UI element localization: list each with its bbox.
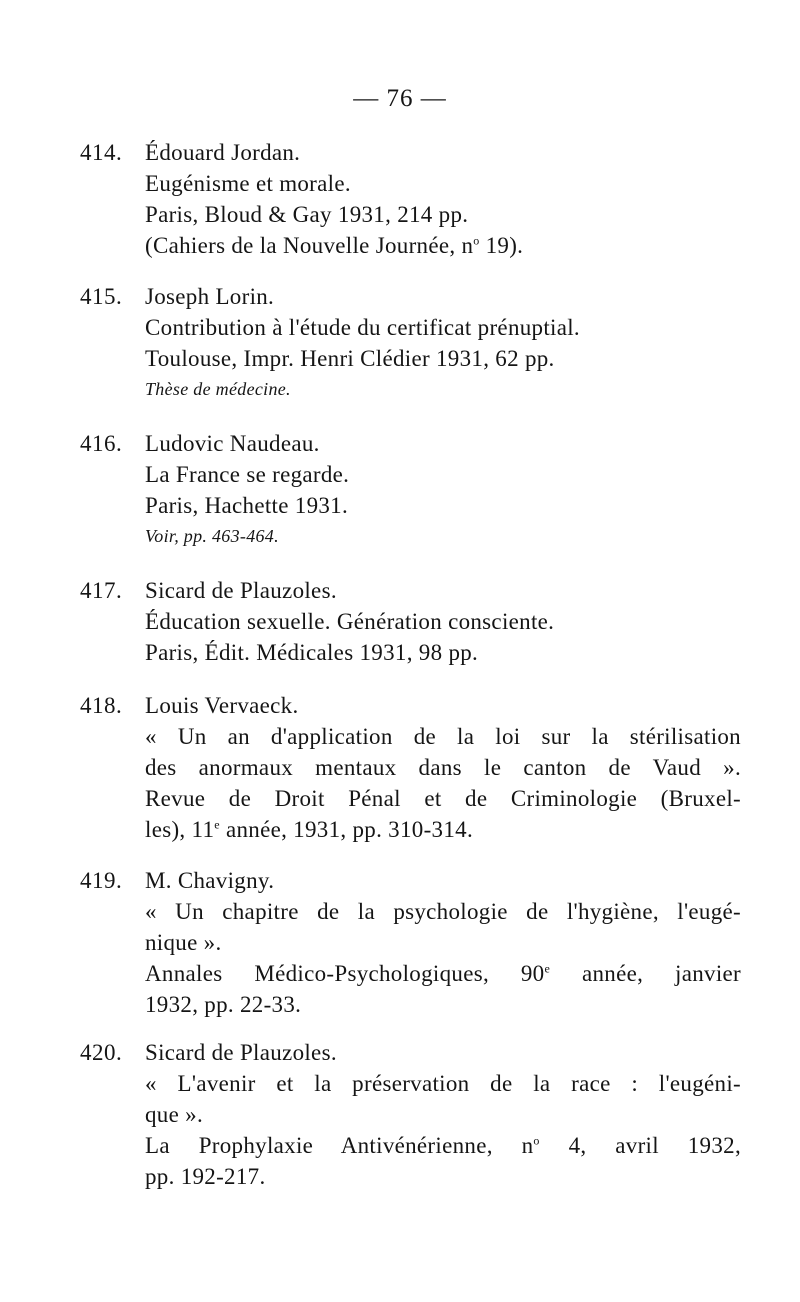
entry-body	[145, 575, 741, 668]
page-number: — 76 —	[353, 85, 447, 112]
entry-number: 414.	[80, 140, 123, 165]
entry-title: Eugénisme et morale.	[145, 171, 351, 196]
entry-number: 415.	[80, 284, 123, 309]
entry-pages: 1932, pp. 22-33.	[145, 992, 302, 1017]
entry-number: 420.	[80, 1040, 123, 1065]
number-superscript: o	[533, 1133, 540, 1148]
edition-superscript: e	[214, 817, 220, 832]
series-superscript: o	[473, 233, 480, 248]
entry-title: « Un chapitre de la psychologie de l'hygiène, l'eugé-	[145, 899, 741, 924]
entry-number: 416.	[80, 431, 123, 456]
entry-title: La France se regarde.	[145, 462, 350, 487]
entry-body	[145, 865, 741, 1020]
entry-body	[145, 1037, 741, 1192]
entry-body	[145, 690, 741, 845]
entry-note: Thèse de médecine.	[145, 379, 291, 399]
entry-author: Sicard de Plauzoles.	[145, 578, 337, 603]
entry-body	[145, 428, 741, 552]
entry-title: Éducation sexuelle. Génération consciente.	[145, 609, 555, 634]
entry-number: 419.	[80, 868, 123, 893]
journal-text-end: 4, avril 1932,	[539, 1133, 741, 1158]
entry-title-continued: nique ».	[145, 930, 222, 955]
entry-title: Contribution à l'étude du certificat prénuptial.	[145, 315, 580, 340]
entry-body	[145, 281, 741, 405]
entry-author: Louis Vervaeck.	[145, 693, 299, 718]
entry-journal	[145, 1130, 741, 1161]
entry-title-continued: des anormaux mentaux dans le canton de Vaud ».	[145, 755, 741, 780]
entry-author: Édouard Jordan.	[145, 140, 301, 165]
entry-author: M. Chavigny.	[145, 868, 275, 893]
journal-text: les), 11	[145, 817, 215, 842]
entry-body	[145, 137, 741, 261]
entry-publication: Paris, Bloud & Gay 1931, 214 pp.	[145, 202, 469, 227]
entry-journal: Revue de Droit Pénal et de Criminologie (Bruxel-	[145, 786, 741, 811]
journal-text-end: année, 1931, pp. 310-314.	[219, 817, 473, 842]
journal-text-end: année, janvier	[550, 961, 742, 986]
entry-number: 418.	[80, 693, 123, 718]
edition-superscript: e	[544, 961, 551, 976]
entry-publication: Paris, Hachette 1931.	[145, 493, 349, 518]
entry-title-continued: que ».	[145, 1102, 204, 1127]
series-text-end: 19).	[479, 233, 524, 258]
entry-note: Voir, pp. 463-464.	[145, 526, 279, 546]
journal-text: Annales Médico-Psychologiques, 90	[145, 961, 545, 986]
series-text: (Cahiers de la Nouvelle Journée, n	[145, 233, 474, 258]
entry-journal	[145, 958, 741, 989]
entry-publication: Paris, Édit. Médicales 1931, 98 pp.	[145, 640, 479, 665]
entry-journal-details	[145, 814, 741, 845]
entry-series	[145, 230, 741, 261]
entry-publication: Toulouse, Impr. Henri Clédier 1931, 62 pp.	[145, 346, 555, 371]
entry-pages: pp. 192-217.	[145, 1164, 266, 1189]
entry-author: Sicard de Plauzoles.	[145, 1040, 337, 1065]
entry-author: Joseph Lorin.	[145, 284, 275, 309]
entry-author: Ludovic Naudeau.	[145, 431, 320, 456]
journal-text: La Prophylaxie Antivénérienne, n	[145, 1133, 534, 1158]
entry-title: « Un an d'application de la loi sur la stérilisation	[145, 724, 741, 749]
entry-number: 417.	[80, 578, 123, 603]
entry-title: « L'avenir et la préservation de la race : l'eugéni-	[145, 1071, 741, 1096]
